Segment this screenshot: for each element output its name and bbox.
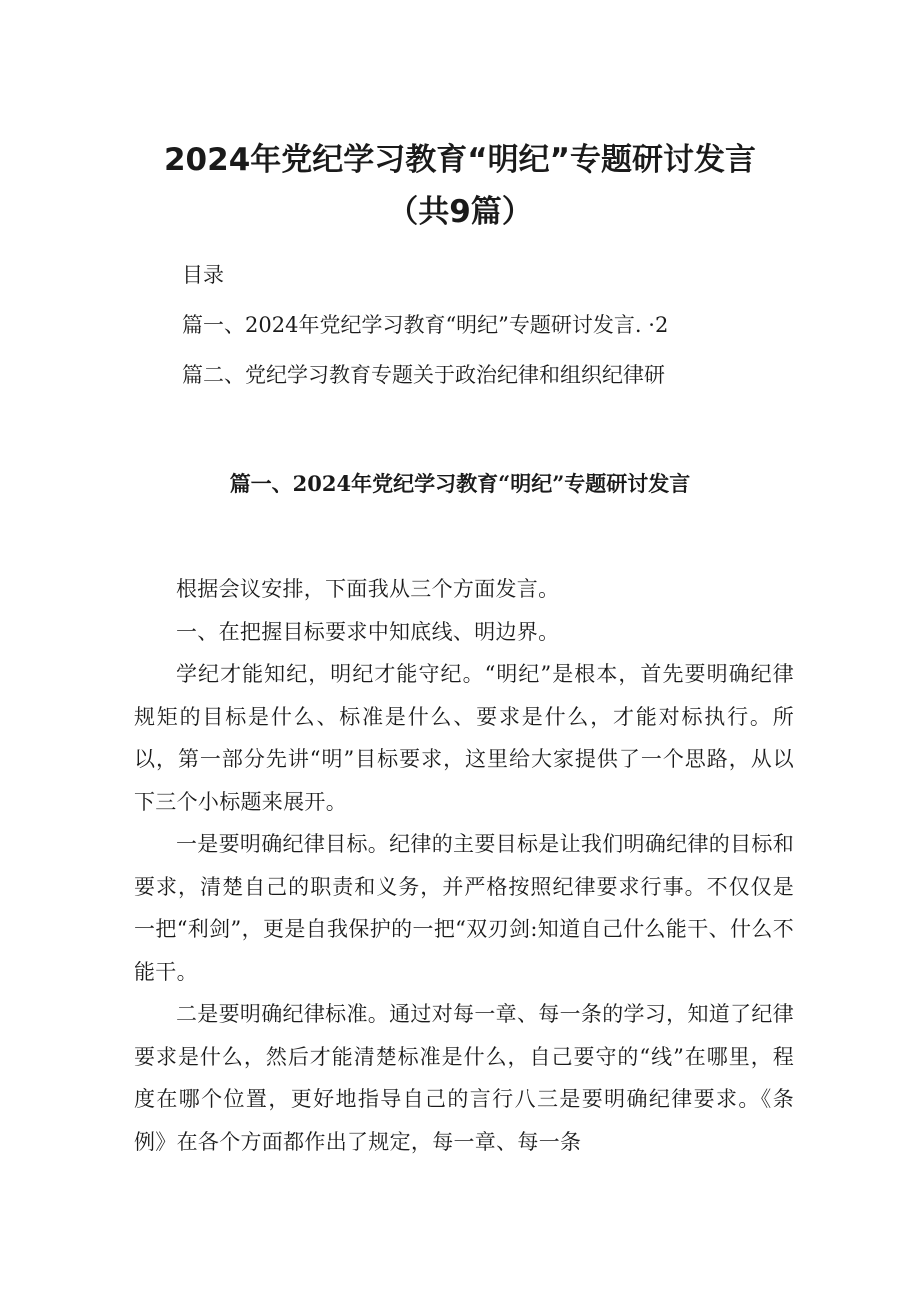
paragraph-discipline-standard: 二是要明确纪律标准。通过对每一章、每一条的学习，知道了纪律要求是什么，然后才能清楚标准是什么，自己要守的“线”在哪里，程度在哪个位置，更好地指导自己的言行八三是要明确纪律要求。《条例》在各个方面都作出了规定，每一章、每一条 <box>134 1002 794 1154</box>
toc-item-2[interactable]: 篇二、党纪学习教育专题关于政治纪律和组织纪律研 <box>182 363 665 387</box>
toc-item-1[interactable]: 篇一、2024年党纪学习教育“明纪”专题研讨发言. ·2 <box>182 313 669 337</box>
paragraph-discipline-goal: 一是要明确纪律目标。纪律的主要目标是让我们明确纪律的目标和要求，清楚自己的职责和义务，并严格按照纪律要求行事。不仅仅是一把“利剑”，更是自我保护的一把“双刃剑:知道自己什么能干、什么不能干。 <box>134 832 794 984</box>
paragraph-learn-discipline: 学纪才能知纪，明纪才能守纪。“明纪”是根本，首先要明确纪律规矩的目标是什么、标准是什么、要求是什么，才能对标执行。所以，第一部分先讲“明”目标要求，这里给大家提供了一个思路，从以下三个小标题来展开。 <box>134 662 794 814</box>
section-heading: 篇一、2024年党纪学习教育“明纪”专题研讨发言 <box>229 471 691 496</box>
paragraph-point-one: 一、在把握目标要求中知底线、明边界。 <box>176 619 560 644</box>
paragraph-intro: 根据会议安排，下面我从三个方面发言。 <box>176 577 560 601</box>
table-of-contents <box>182 262 822 412</box>
section-body <box>134 568 794 1163</box>
toc-heading: 目录 <box>182 263 224 287</box>
document-subtitle: （共9篇） <box>387 194 533 230</box>
document-title: 2024年党纪学习教育“明纪”专题研讨发言 <box>163 142 757 178</box>
